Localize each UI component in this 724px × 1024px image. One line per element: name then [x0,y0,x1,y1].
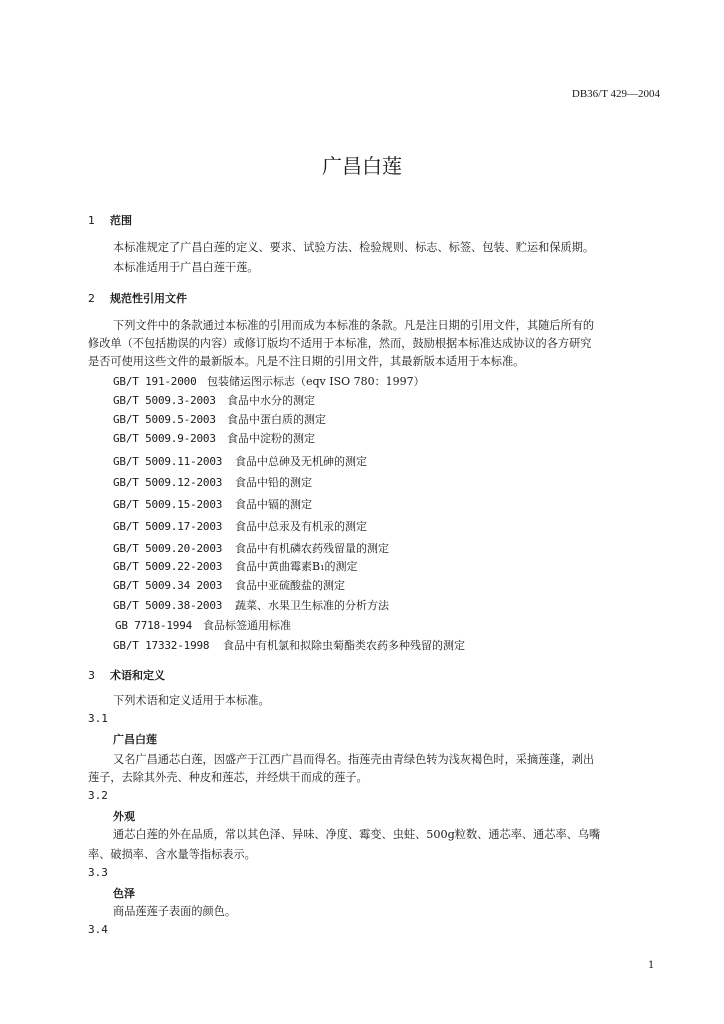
reference-code: GB/T 5009.15-2003 [113,498,223,511]
term-name: 色泽 [113,887,135,900]
section-number: 1 [88,214,95,227]
page-title: 广昌白莲 [322,154,402,178]
document-number: DB36/T 429—2004 [571,88,660,100]
reference-item [113,430,315,446]
reference-item [113,411,326,427]
reference-item [113,637,465,653]
reference-name: 食品中有机磷农药残留量的测定 [235,542,389,555]
reference-code: GB/T 191-2000 [113,375,197,388]
term-number: 3.2 [88,789,108,802]
reference-name: 食品中总汞及有机汞的测定 [235,520,367,533]
section-title: 范围 [110,214,132,227]
reference-code: GB/T 5009.9-2003 [113,432,216,445]
section-number: 2 [88,292,95,305]
reference-item [115,617,291,633]
term-number: 3.1 [88,712,108,725]
reference-name: 食品中铅的测定 [235,476,312,489]
reference-code: GB/T 5009.12-2003 [113,476,223,489]
paragraph-line: 本标准规定了广昌白莲的定义、要求、试验方法、检验规则、标志、标签、包装、贮运和保质期。 [113,241,595,254]
reference-name: 蔬菜、水果卫生标准的分析方法 [235,599,389,612]
reference-item [113,392,315,408]
reference-name: 食品中黄曲霉素B₁的测定 [235,560,358,573]
reference-name: 食品中淀粉的测定 [227,432,315,445]
reference-code: GB/T 5009.17-2003 [113,520,223,533]
term-name: 外观 [113,810,135,823]
paragraph-line: 修改单（不包括勘误的内容）或修订版均不适用于本标准，然而，鼓励根据本标准达成协议的各方研究 [88,337,592,350]
paragraph-line: 率、破损率、含水量等指标表示。 [88,848,256,861]
section-title: 术语和定义 [110,669,165,682]
term-number: 3.4 [88,923,108,936]
paragraph-line: 商品莲莲子表面的颜色。 [113,905,237,918]
reference-code: GB/T 5009.5-2003 [113,413,216,426]
reference-item [113,496,312,512]
reference-item [113,474,312,490]
paragraph-line: 是否可使用这些文件的最新版本。凡是不注日期的引用文件，其最新版本适用于本标准。 [88,355,525,368]
reference-name: 食品中亚硫酸盐的测定 [235,579,345,592]
paragraph-line: 通芯白莲的外在品质，常以其色泽、异味、净度、霉变、虫蛀、500g粒数、通芯率、通芯率、乌嘴 [113,828,601,841]
reference-code: GB/T 5009.11-2003 [113,455,223,468]
reference-name: 食品中镉的测定 [235,498,312,511]
reference-code: GB/T 5009.34 2003 [113,579,223,592]
term-name: 广昌白莲 [113,733,157,746]
reference-item [113,558,358,574]
section-3-heading [88,667,165,683]
reference-code: GB/T 5009.38-2003 [113,599,223,612]
paragraph-line: 下列术语和定义适用于本标准。 [113,694,270,707]
reference-name: 食品中水分的测定 [227,394,315,407]
reference-item [113,518,367,534]
reference-item [113,577,345,593]
reference-code: GB/T 5009.3-2003 [113,394,216,407]
reference-name: 食品中总砷及无机砷的测定 [235,455,367,468]
reference-code: GB/T 5009.22-2003 [113,560,223,573]
reference-code: GB/T 17332-1998 [113,639,210,652]
paragraph-line: 莲子，去除其外壳、种皮和莲芯，并经烘干而成的莲子。 [88,771,368,784]
reference-item [113,373,425,389]
reference-code: GB/T 5009.20-2003 [113,542,223,555]
page-number: 1 [648,960,655,971]
term-number: 3.3 [88,866,108,879]
reference-name: 食品标签通用标准 [203,619,291,632]
reference-name: 食品中有机氯和拟除虫菊酯类农药多种残留的测定 [223,639,465,652]
section-title: 规范性引用文件 [110,292,187,305]
paragraph-line: 本标准适用于广昌白莲干莲。 [113,261,259,274]
section-1-heading [88,212,132,228]
reference-code: GB 7718-1994 [115,619,193,632]
section-2-heading [88,290,187,306]
paragraph-line: 又名广昌通芯白莲，因盛产于江西广昌而得名。指莲壳由青绿色转为浅灰褐色时，采摘莲蓬，剥出 [113,753,595,766]
section-number: 3 [88,669,95,682]
reference-name: 包装储运图示标志（eqv ISO 780：1997） [207,375,425,388]
reference-item [113,453,367,469]
reference-item [113,540,389,556]
paragraph-line: 下列文件中的条款通过本标准的引用而成为本标准的条款。凡是注日期的引用文件，其随后所有的 [113,319,595,332]
reference-name: 食品中蛋白质的测定 [227,413,326,426]
reference-item [113,597,389,613]
